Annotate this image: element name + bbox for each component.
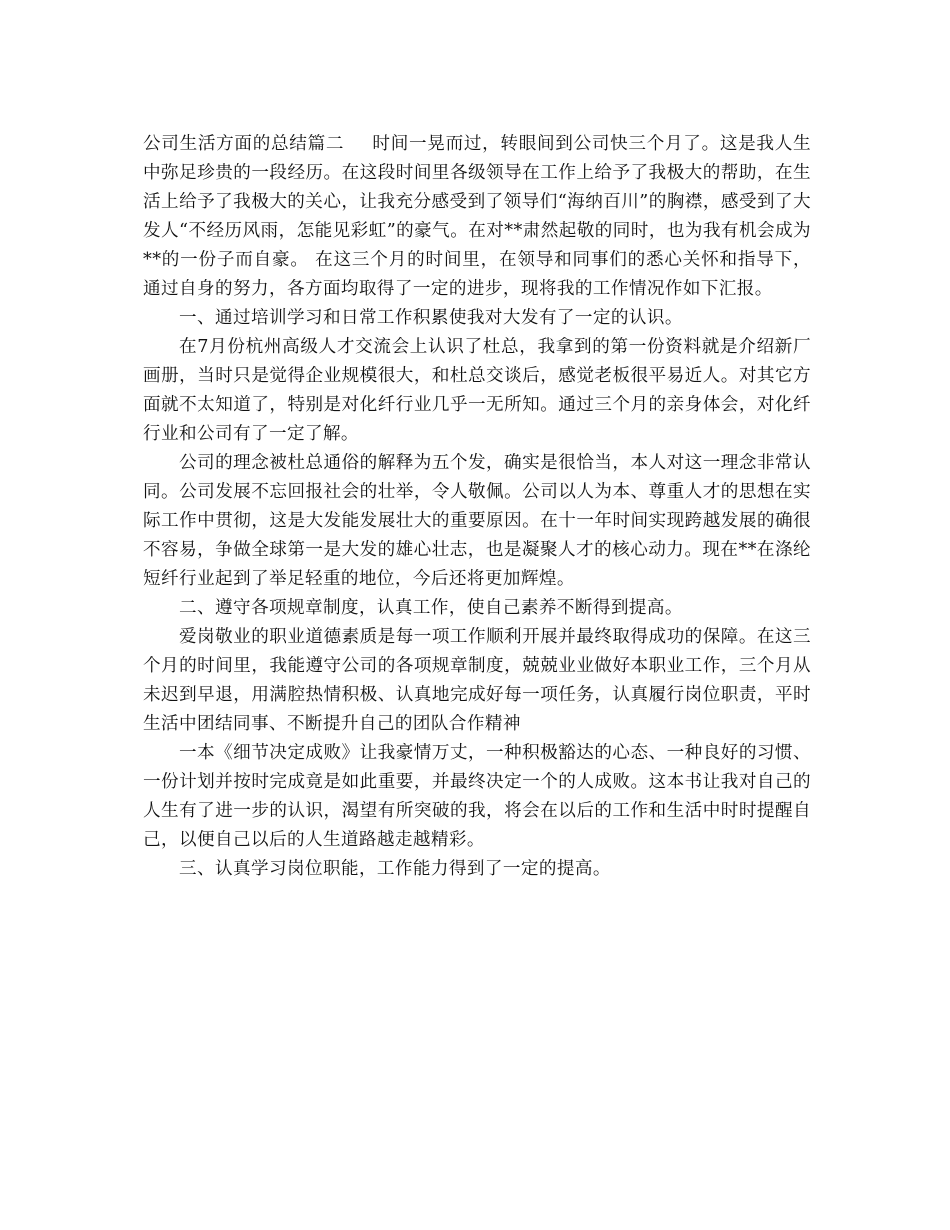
section-heading-3: 三、认真学习岗位职能，工作能力得到了一定的提高。 — [179, 859, 611, 879]
section-heading-2: 二、遵守各项规章制度，认真工作，使自己素养不断得到提高。 — [179, 598, 683, 618]
paragraph-5: 一本《细节决定成败》让我豪情万丈，一种积极豁达的心态、一种良好的习惯、一份计划并按时完成竟是如此重要，并最终决定一个的人成败。这本书让我对自己的人生有了进一步的认识，渴望有所突破的我，将会在以后的工作和生活中时时提醒自己，以便自己以后的人生道路越走越精彩。 — [143, 743, 811, 850]
document-body — [143, 130, 811, 884]
paragraph-4: 爱岗敬业的职业道德素质是每一项工作顺利开展并最终取得成功的保障。在这三个月的时间里，我能遵守公司的各项规章制度，兢兢业业做好本职业工作，三个月从未迟到早退，用满腔热情积极、认真地完成好每一项任务，认真履行岗位职责，平时生活中团结同事、不断提升自己的团队合作精神 — [143, 627, 811, 734]
section-heading-1: 一、通过培训学习和日常工作积累使我对大发有了一定的认识。 — [179, 308, 683, 328]
paragraph-1: 时间一晃而过，转眼间到公司快三个月了。这是我人生中弥足珍贵的一段经历。在这段时间里各级领导在工作上给予了我极大的帮助，在生活上给予了我极大的关心，让我充分感受到了领导们“海纳百川”的胸襟，感受到了大发人“不经历风雨，怎能见彩虹”的豪气。在对**肃然起敬的同时，也为我有机会成为**的一份子而自豪。 在这三个月的时间里，在领导和同事们的悉心关怀和指导下，通过自身的努力，各方面均取得了一定的进步，现将我的工作情况作如下汇报。 — [143, 134, 811, 299]
intro-paragraph — [143, 130, 811, 304]
paragraph-3: 公司的理念被杜总通俗的解释为五个发，确实是很恰当，本人对这一理念非常认同。公司发展不忘回报社会的壮举，令人敬佩。公司以人为本、尊重人才的思想在实际工作中贯彻，这是大发能发展壮大的重要原因。在十一年时间实现跨越发展的确很不容易，争做全球第一是大发的雄心壮志，也是凝聚人才的核心动力。现在**在涤纶短纤行业起到了举足轻重的地位，今后还将更加辉煌。 — [143, 453, 811, 589]
document-title: 公司生活方面的总结篇二 — [143, 134, 345, 154]
paragraph-2: 在7月份杭州高级人才交流会上认识了杜总，我拿到的第一份资料就是介绍新厂画册，当时只是觉得企业规模很大，和杜总交谈后，感觉老板很平易近人。对其它方面就不太知道了，特别是对化纤行业几乎一无所知。通过三个月的亲身体会，对化纤行业和公司有了一定了解。 — [143, 337, 811, 444]
